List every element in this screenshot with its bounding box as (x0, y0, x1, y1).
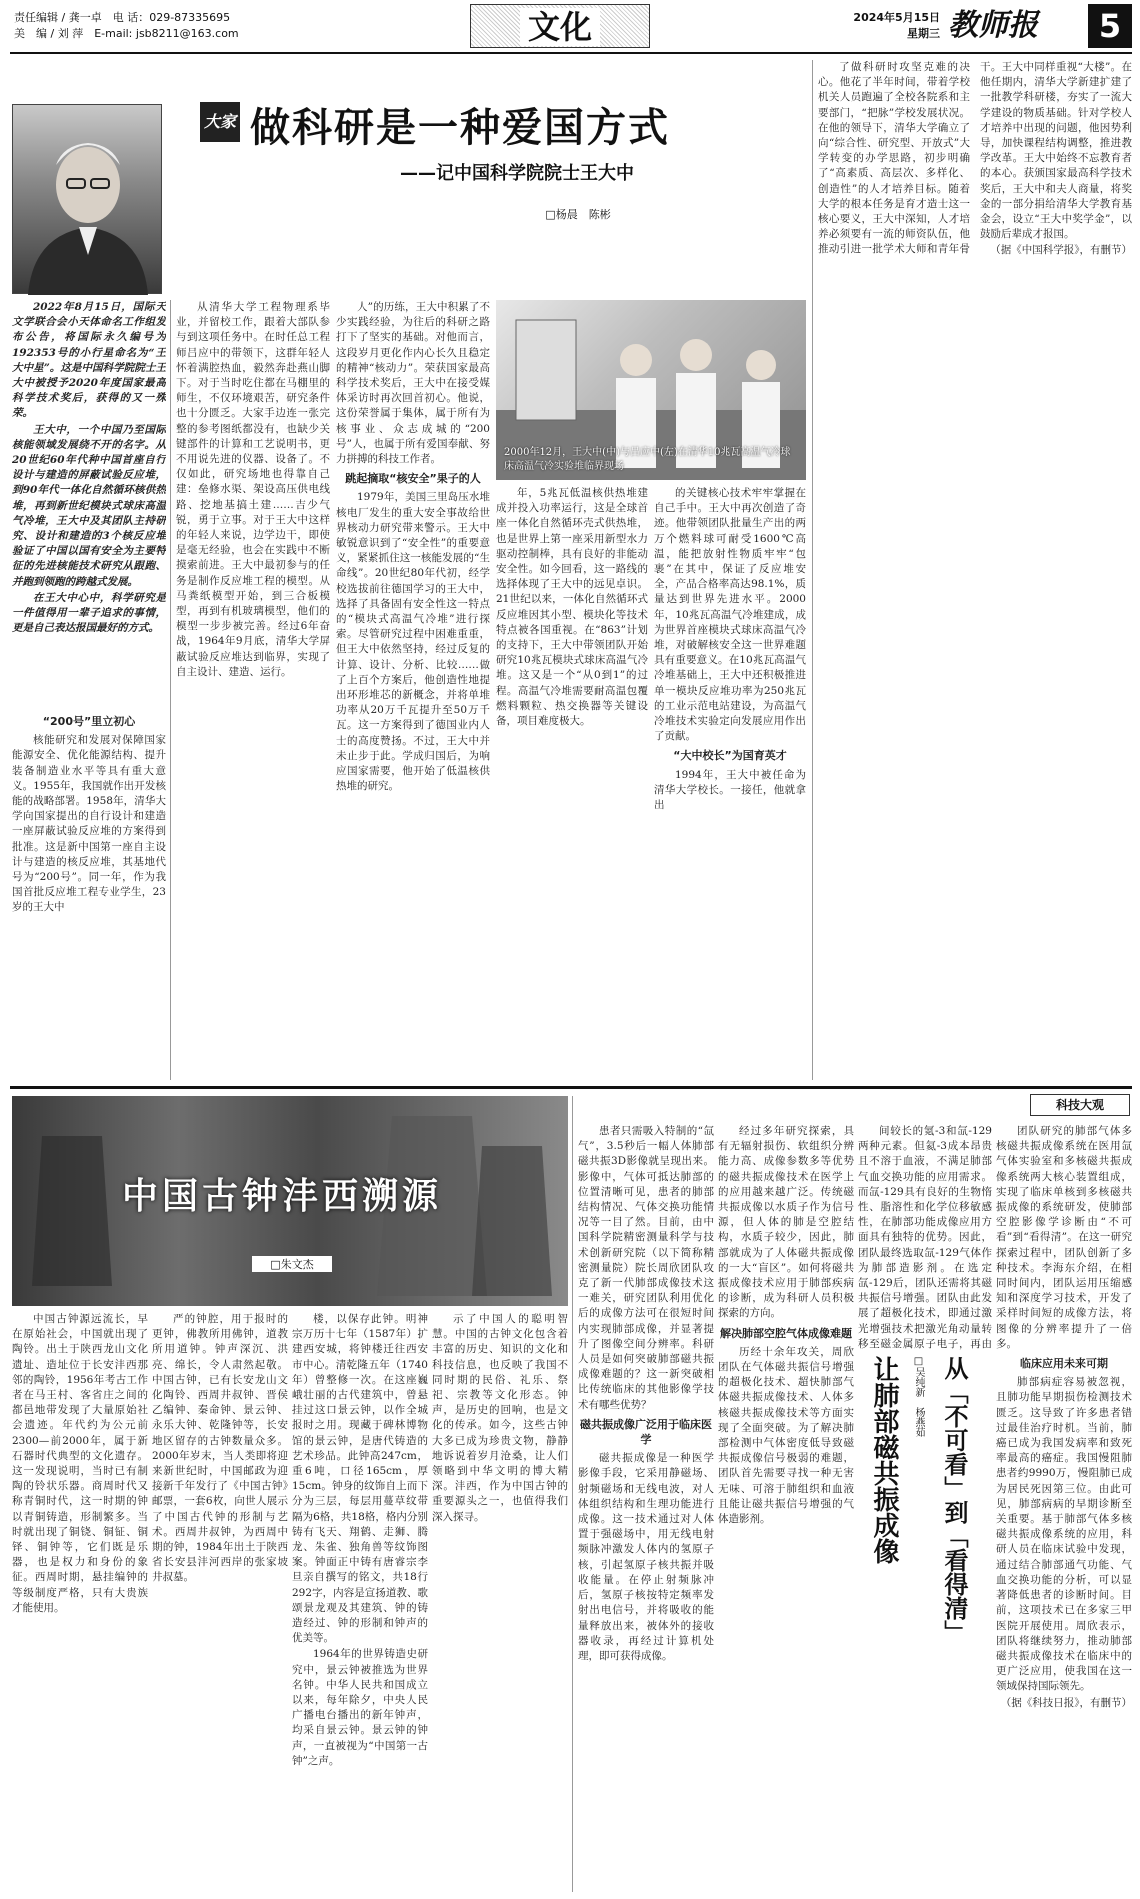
article1-subtitle: ——记中国科学院院士王大中 (400, 163, 634, 184)
subheading: 跳起摘取“核安全”果子的人 (345, 472, 481, 486)
column-tag-keji: 科技大观 (1030, 1094, 1130, 1116)
body-paragraph: 间较长的氪-3和氙-129两种元素。但氦-3成本昂贵且不溶于血液，不满足肺部气血交换功能的应用需求。而氙-129具有良好的生物惰性、脂溶性和化学位移敏感性，在肺部功能成像应用方面具有独特的优势。因此，团队最终选取氙-129气体作为肺部造影剂。在选定氙-129后，团队还需将其磁共振信号增强。团队由此发展了超极化技术，即通过激光增强技术把激光角动量转移至磁金属原子电子，再由 (858, 1125, 992, 1350)
body-paragraph: 严的钟腔，用于报时的更钟，佛教所用佛钟，道教所用道钟。钟声深沉、洪亮、绵长，令人肃然起敬。中国古钟，已有长安龙山文化陶铃、西周井叔钟、晋侯乙编钟、秦命钟、景云钟、永乐大钟、乾隆钟等，长安地区留存的古钟数量众多。2000年岁末，当人类即将迎来新世纪时，中国邮政为迎接新千年发行了《中国古钟》邮票，一套6枚，向世人展示了中国古代钟的形制与艺术。西周井叔钟，为西周中期的钟，1984年出土于陕西省长安县沣河西岸的张家坡井叔墓。 (152, 1313, 288, 1584)
body-paragraph: 中国古钟源远流长，早在原始社会，中国就出现了陶铃。出土于陕西龙山文化遗址、造址位于长安沣西那邻的陶铃，1956年考古工作者在马王村、客省庄之间的都邑地带发现了大量原始社会遗迹。年代约为公元前2300—前2000年，属于新石器时代典型的文化遗存。这一发现说明，当时已有制陶的铃状乐器。商周时代又称青铜时代，这一时期的钟以青铜铸造，形制繁多。当时就出现了铜铙、铜钲、铜铎、铜钟等，它们既是乐器，也是权力和身份的象征。西周时期，悬挂编钟的等级制度严格，只有大贵族才能使用。 (12, 1313, 148, 1614)
subheading: “大中校长”为国育英才 (673, 749, 787, 763)
intro-paragraph: 王大中，一个中国乃至国际核能领域发展绕不开的名字。从20世纪60年代种中国首座自行设计与建造的屏蔽试验反应堆，到90年代一体化自然循环核供热堆，再到新世纪模块式球床高温气冷堆，王大中及其团队主持研究、设计和建造的3个核反应堆验证了中国以国有安全为主要特征的先进核能技术研究从跟跑、并跑到领跑的跨越式发展。 (12, 423, 166, 588)
article2-col1 (12, 1312, 148, 1892)
article1-col3 (336, 300, 490, 1080)
portrait-photo (12, 104, 162, 294)
subheading: 磁共振成像广泛用于临床医学 (580, 1417, 712, 1447)
header-info (14, 10, 344, 42)
body-paragraph: 磁共振成像是一种医学影像手段，它采用静磁场、射频磁场和无线电波，对人体组织结构和生理功能进行成像。这一技术通过对人体置于强磁场中，用无线电射频脉冲激发人体内的氢原子核，引起氢原子核共振并吸收能量。在停止射频脉冲后，氢原子核按特定频率发射出电信号，并将吸收的能量释放出来，被体外的接收器收录，再经过计算机处理，即可获得成像。 (578, 1452, 714, 1662)
column-divider (812, 60, 813, 1080)
page-number: 5 (1088, 4, 1132, 48)
article2-col3 (292, 1312, 428, 1892)
column-divider (170, 300, 171, 1080)
source-note: （据《科技日报》，有删节） (1000, 1696, 1132, 1709)
weekday: 星期三 (907, 27, 940, 40)
body-paragraph: 从清华大学工程物理系毕业，并留校工作，跟着大部队参与到这项任务中。在时任总工程师吕应中的带领下，这群年轻人怀着满腔热血，毅然奔赴燕山脚下。对于当时吃住都在马棚里的师生，不仅环境艰苦，研究条件也十分匮乏。大家手边连一张完整的参考图纸都没有，也缺少关键部件的计算和工艺说明书，更不用说先进的仪器、设备了。不仅如此，研究场地也得靠自己建：垒修水渠、架设高压供电线路、挖地基搞土建……吉少气锐，勇于立事。对于王大中这样的年轻人来说，边学边干，即使是毫无经验，也会在实践中不断摸索前进。王大中最初参与的任务是制作反应堆工程的模型。从马粪纸模型开始，到三合板模型，再到有机玻璃模型，他们的模型一步步被完善。经过6年奋战，1964年9月底，清华大学屏蔽试验反应堆达到临界，实现了自主设计、建造、运行。 (176, 301, 330, 678)
body-paragraph: 了做科研时攻坚克难的决心。他花了半年时间，带着学校机关人员跑遍了全校各院系和主要部门，“把脉”学校发展状况。在他的领导下，清华大学确立了向“综合性、研究型、开放式”大学转变的办学思路，初步明确了“高素质、高层次、多样化、创造性”的人才培养目标。随着大学的根本任务是育才造士这一核心要义，王大中深知，人才培养必须要有一流的师资队伍，他推动引进一批学术大师和青年骨干。王大中同样重视“大楼”。在他任期内，清华大学新建扩建了一批教学科研楼，夯实了一流大学建设的物质基础。针对学校人才培养中出现的问题，他因势利导，加快课程结构调整，推进教学改革。王大中始终不忘教育者的本心。获颁国家最高科学技术奖后，王大中和夫人商量，将奖金的一部分捐给清华大学教育基金会，设立“王大中奖学金”，以鼓励后辈成才报国。 (818, 61, 1132, 256)
section-title: 文化 (520, 8, 600, 46)
body-paragraph: 1964年的世界铸造史研究中，景云钟被推选为世界名钟。中华人民共和国成立以来，每年除夕，中央人民广播电台播出的新年钟声，均采自景云钟。景云钟的钟声，一直被视为“中国第一古钟”之声。 (292, 1648, 428, 1767)
subheading: “200号”里立初心 (42, 715, 136, 728)
article2-col4 (432, 1312, 568, 1892)
article2-title: 中国古钟沣西溯源 (122, 1175, 443, 1217)
intro-paragraph: 在王大中心中，科学研究是一件值得用一辈子追求的事情，更是自己表达报国最好的方式。 (12, 591, 166, 635)
portrait-figure-icon (13, 105, 163, 295)
body-paragraph: 经过多年研究探索，具有无辐射损伤、软组织分辨能力高、成像参数多等优势的磁共振成像技术在医学上的应用越来越广泛。传统磁共振成像以水质子作为信号源，但人体的肺是空腔结构，水质子较少，因此，肺部就成为了人体磁共振成像的一大“盲区”。如何将磁共振成像技术应用于肺部疾病的诊断，成为科研人员积极探索的方向。 (718, 1125, 854, 1320)
paper-logo: 教师报 (948, 8, 1038, 43)
editor-line: 责任编辑 / 龚一卓 电 话：029-87335695 (14, 11, 231, 24)
intro-column (12, 300, 166, 706)
article1-byline: □杨晨 陈彬 (545, 208, 611, 221)
column-tag-dajia: 大家 (200, 102, 240, 142)
bells-banner-photo (12, 1096, 568, 1306)
article1-col6 (818, 60, 1132, 1060)
body-paragraph: 1994年，王大中被任命为清华大学校长。一接任，他就拿出 (654, 768, 806, 812)
article3-title-block (858, 1350, 992, 1680)
section-banner (470, 4, 650, 48)
body-paragraph: 核能研究和发展对保障国家能源安全、优化能源结构、提升装备制造业水平等具有重大意义。1955年，我国就作出开发核能的战略部署。1958年，清华大学向国家提出的自行设计和建造一座屏蔽试验反应堆的方案得到批准。这是新中国第一座自主设计与建造的核反应堆，其基地代号为“200号”。同一年，作为我国首批反应堆工程专业学生，23岁的王大中 (12, 734, 166, 914)
article1-col4 (496, 486, 648, 1080)
column-divider (572, 1096, 573, 1892)
article3-byline: □吴纯新 杨燕茹 (913, 1356, 924, 1437)
article2-col2 (152, 1312, 288, 1892)
source-note: （据《中国科学报》，有删节） (990, 244, 1132, 257)
body-paragraph: 历经十余年攻关，周欣团队在气体磁共振信号增强的超极化技术、超快肺部气体磁共振成像技术、人体多核磁共振成像技术等方面实现了全面突破。为了解决肺部检测中气体密度低导致磁共振成像信号极弱的难题，团队首先需要寻找一种无害无味、可溶于肺组织和血液且能让磁共振信号增强的气体造影剂。 (718, 1345, 854, 1526)
article3-col4 (996, 1124, 1132, 1892)
article3-title-left: 让肺部磁共振成像 (869, 1356, 899, 1564)
lab-photo (496, 300, 806, 480)
subheading: 临床应用未来可期 (1020, 1357, 1108, 1371)
body-paragraph: 1979年，美国三里岛压水堆核电厂发生的重大安全事故给世界核动力研究带来警示。王大中敏锐意识到了“安全性”的重要意义，紧紧抓住这一核能发展的“生命线”。20世纪80年代初，经学校选拔前往德国学习的王大中，选择了具备固有安全性这一特点的“模块式高温气冷堆”进行探索。尽管研究过程中困难重重，但王大中依然坚持，经过反复的计算、设计、分析、比较……做了上百个方案后，他创造性地提出环形堆芯的新概念，并将单堆功率从20万千瓦提升至50万千瓦。这一方案得到了德国业内人士的高度赞扬。不过，王大中并未止步于此。学成归国后，为响应国家需要，他开始了低温核供热堆的研究。 (336, 491, 490, 793)
photo-caption: 2000年12月，王大中(中)与吕应中(左)在清华10兆瓦高温气冷球床高温气冷实验堆临界现场 (504, 447, 791, 472)
body-paragraph: 患者只需吸入特制的“氙气”，3.5秒后一幅人体肺部磁共振3D影像就呈现出来。影像中，气体可抵达肺部的位置清晰可见，患者的肺部结构情况、气体交换功能情况等一目了然。目前，由中国科学院精密测量科学与技术创新研究院（以下简称精密测量院）院长周欣团队攻克了新一代肺部成像技术这一难关，研究团队利用优化后的成像方法可在很短时间内实现肺部成像，并显著提升了图像空间分辨率。科研人员是如何突破肺部磁共振成像难题的？这一新突破相比传统临床的其他影像学技术有哪些优势？ (578, 1125, 714, 1411)
design-line: 美 编 / 刘 萍 E-mail: jsb8211@163.com (14, 27, 239, 40)
article3-title-right: 从「不可看」到「看得清」 (940, 1356, 968, 1644)
article1-col2 (176, 300, 330, 1080)
subheading: 解决肺部空腔气体成像难题 (720, 1326, 852, 1340)
body-paragraph: 年，5兆瓦低温核供热堆建成并投入功率运行，这是全球首座一体化自然循环壳式供热堆，也是世界上第一座采用新型水力驱动控制棒，具有良好的非能动安全性。如今回看，这一路线的选择体现了王大中的远见卓识。21世纪以来，一体化自然循环式反应堆因其小型、模块化等技术特点被各国重视。在“863”计划的支持下，王大中带领团队开始研究10兆瓦模块式球床高温气冷堆。这又是一个“从0到1”的过程。高温气冷堆需要耐高温包覆燃料颗粒、热交换器等关键设备，项目难度极大。 (496, 487, 648, 728)
body-paragraph: 人”的历练，王大中积累了不少实践经验，为往后的科研之路打下了坚实的基础。对他而言，这段岁月更化作内心长久且稳定的精神“核动力”。荣获国家最高科学技术奖后，王大中在接受媒体采访时再次回首初心。他说，这份荣誉属于集体，属于所有为核事业、众志成城的“200号”人，也属于所有爱国奉献、努力拼搏的科技工作者。 (336, 301, 490, 466)
body-paragraph: 团队研究的肺部气体多核磁共振成像系统在医用氙气体实验室和多核磁共振成像系统两大核心装置组成，实现了临床单核到多核磁共振成像的系统研发，使肺部空腔影像学诊断由“不可看”到“看得清”。在这一研究探索过程中，团队创新了多种技术。李海东介绍，在相同时间内，团队运用压缩感知和深度学习技术，开发了采样时间短的成像方法，将图像的分辨率提升了一倍多。 (996, 1125, 1132, 1350)
body-paragraph: 示了中国人的聪明智慧。中国的古钟文化包含着丰富的历史、知识的文化和科技信息，也反映了我国不同时期的民俗、礼乐、祭祀、宗教等文化形态。钟声，是历史的回响，也是文化的传承。如今，这些古钟大多已成为珍贵文物，静静地诉说着岁月沧桑，让人们领略到中华文明的博大精深。沣西，作为中国古钟的重要源头之一，也值得我们深入探寻。 (432, 1313, 568, 1523)
intro-paragraph: 2022年8月15日，国际天文学联合会小天体命名工作组发布公告，将国际永久编号为192353号的小行星命名为“王大中星”。这是中国科学院院士王大中被授予2020年度国家最高科学技术奖后，获得的又一殊荣。 (12, 301, 166, 420)
article3-col2 (718, 1124, 854, 1892)
date: 2024年5月15日 (853, 11, 940, 24)
body-paragraph: 的关键核心技术牢牢掌握在自己手中。王大中再次创造了奇迹。他带领团队批量生产出的两万个燃料球可耐受1600℃高温，能把放射性物质牢牢“包裹”在其中，保证了反应堆安全，产品合格率高达98.1%，质量达到世界先进水平。2000年，10兆瓦高温气冷堆建成，成为世界首座模块式球床高温气冷堆，对破解核安全这一世界难题具有重要意义。在10兆瓦高温气冷堆基础上，王大中还积极推进单一模块反应堆功率为250兆瓦的工业示范电站建设，为高温气冷堆技术实验定向发展应用作出了贡献。 (654, 487, 806, 743)
article1-col1 (12, 710, 166, 1080)
article1-title: 做科研是一种爱国方式 (250, 105, 670, 151)
article1-col5 (654, 486, 806, 1080)
body-paragraph: 楼，以保存此钟。明神宗万历十七年（1587年）扩建西安城，将钟楼迁往西安市中心。清乾隆五年（1740年）曾整修一次。在这座巍峨壮丽的古代建筑中，曾悬挂过这口景云钟，以作全城报时之用。现藏于碑林博物馆的景云钟，是唐代铸造的艺术珍品。此钟高247cm，重6吨，口径165cm，厚15cm。钟身的纹饰自上而下分为三层，每层用蔓草纹带隔为6格，共18格，格内分别铸有飞天、翔鹤、走狮、腾龙、朱雀、独角兽等纹饰图案。钟面正中铸有唐睿宗李旦亲自撰写的铭文，共18行292字，内容是宣扬道教、歌颂景龙观及其建筑、钟的铸造经过、钟的形制和钟声的优美等。 (292, 1313, 428, 1645)
body-paragraph: 肺部病症容易被忽视，且肺功能早期损伤检测技术匮乏。这导致了许多患者错过最佳治疗时机。当前，肺癌已成为我国发病率和致死率最高的癌症。我国慢阻肺患者约9990万，慢阻肺已成为居民死因第三位。由此可见，肺部病病的早期诊断至关重要。基于肺部气体多核磁共振成像系统的应用，科研人员在临床试验中发现，通过结合肺部通气功能、气血交换功能的分析，可以显著降低患者的诊断时间。目前，这项技术已在多家三甲医院开展使用。周欣表示，团队将继续努力，推动肺部磁共振成像技术在临床中的更广泛应用，使我国在这一领域保持国际领先。 (996, 1376, 1132, 1693)
date-block (850, 10, 940, 42)
section-rule (10, 1086, 1132, 1089)
article2-byline: □朱文杰 (252, 1256, 332, 1272)
header-rule (10, 52, 1132, 54)
article3-col1 (578, 1124, 714, 1892)
